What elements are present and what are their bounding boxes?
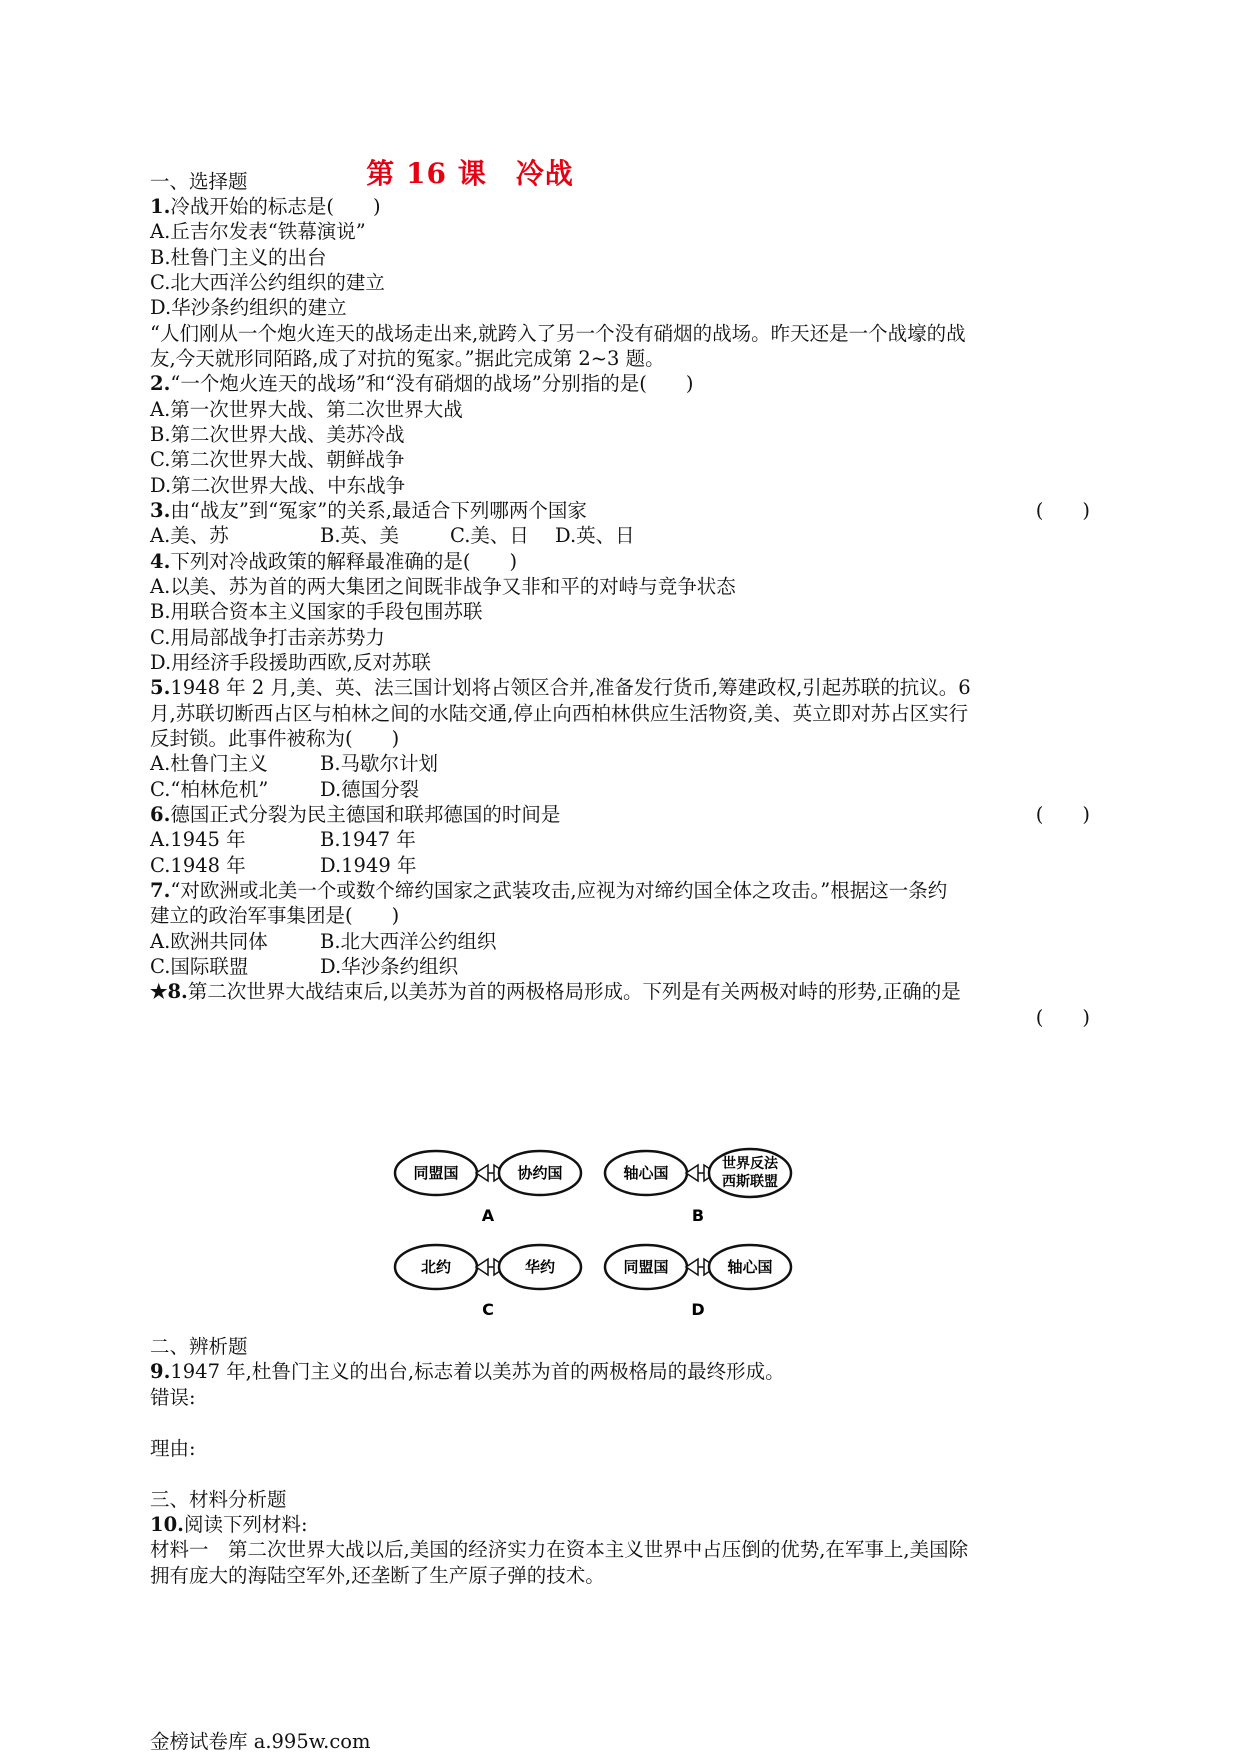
section-heading-choice: 一、选择题 [150,170,248,193]
question-4 [150,548,1090,576]
diagram-b-right-line-1: 世界反法 [722,1156,778,1172]
diagram-b-left: 轴心国 [623,1164,669,1182]
diagram-c-left: 北约 [420,1258,452,1276]
option-7b: B.北大西洋公约组织 [320,930,497,953]
answer-parentheses: ( ) [1035,499,1090,522]
material-intro-line-2: 友,今天就形同陌路,成了对抗的冤家。”据此完成第 2~3 题。 [150,347,665,370]
diagram-option-d [605,1245,791,1319]
question-number: 3. [150,499,171,522]
question-text: “一个炮火连天的战场”和“没有硝烟的战场”分别指的是( ) [170,372,694,395]
option-3a: A.美、苏 [150,524,229,547]
option-3c: C.美、日 [450,524,529,547]
option-5b: B.马歇尔计划 [320,752,439,775]
question-5-options-row-1 [150,750,1090,778]
option-6a: A.1945 年 [150,828,246,851]
option-4a: A.以美、苏为首的两大集团之间既非战争又非和平的对峙与竞争状态 [150,575,736,598]
question-9-reason-label: 理由: [150,1437,196,1460]
question-5-line-2: 月,苏联切断西占区与柏林之间的水陆交通,停止向西柏林供应生活物资,美、英立即对苏占区实行 [150,702,969,725]
diagram-option-b [605,1149,791,1225]
section-heading-analysis: 二、辨析题 [150,1335,248,1358]
bipolar-diagram [392,1145,852,1328]
question-number: 4. [150,550,171,573]
option-4d: D.用经济手段援助西欧,反对苏联 [150,651,431,674]
question-7-options-row-1 [150,928,1090,956]
question-text: 阅读下列材料: [183,1513,308,1536]
option-3b: B.英、美 [320,524,400,547]
diagram-d-label: D [691,1300,705,1319]
question-text: “对欧洲或北美一个或数个缔约国家之武装攻击,应视为对缔约国全体之攻击。”根据这一条约 [170,879,948,902]
question-6-options-row-2 [150,852,1090,880]
option-2c: C.第二次世界大战、朝鲜战争 [150,448,405,471]
diagram-b-label: B [691,1206,705,1225]
question-6 [150,801,1090,829]
option-4b: B.用联合资本主义国家的手段包围苏联 [150,600,483,623]
question-6-options-row-1 [150,826,1090,854]
question-number: 6. [150,803,171,826]
option-5c: C.“柏林危机” [150,778,269,801]
material-1-line-2: 拥有庞大的海陆空军外,还垄断了生产原子弹的技术。 [150,1564,605,1587]
diagram-a-right: 协约国 [517,1164,563,1182]
question-number: ★8. [150,980,188,1003]
option-1b: B.杜鲁门主义的出台 [150,246,327,269]
question-10 [150,1511,1090,1539]
option-6c: C.1948 年 [150,854,246,877]
option-2a: A.第一次世界大战、第二次世界大战 [150,398,463,421]
diagram-b-right-line-2: 西斯联盟 [722,1174,778,1190]
question-text: 下列对冷战政策的解释最准确的是( ) [170,550,518,573]
diagram-a-label: A [481,1206,495,1225]
option-6d: D.1949 年 [320,854,417,877]
question-number: 5. [150,676,171,699]
question-1 [150,193,1090,221]
question-number: 9. [150,1360,171,1383]
diagram-option-c [395,1245,581,1319]
question-5-options-row-2 [150,776,1090,804]
question-number: 1. [150,195,171,218]
footer-watermark: 金榜试卷库 a.995w.com [150,1730,371,1753]
option-1d: D.华沙条约组织的建立 [150,296,347,319]
question-number: 10. [150,1513,184,1536]
question-text: 冷战开始的标志是( ) [170,195,381,218]
option-5a: A.杜鲁门主义 [150,752,268,775]
question-9-error-label: 错误: [150,1386,196,1409]
option-7a: A.欧洲共同体 [150,930,268,953]
question-8 [150,978,1090,1006]
option-6b: B.1947 年 [320,828,416,851]
question-5-line-1 [150,674,1090,702]
diagram-c-label: C [482,1300,494,1319]
diagram-c-right: 华约 [524,1258,556,1276]
option-1a: A.丘吉尔发表“铁幕演说” [150,220,366,243]
question-5-line-3: 反封锁。此事件被称为( ) [150,727,400,750]
option-3d: D.英、日 [555,524,635,547]
diagram-option-a [395,1151,581,1225]
diagram-d-right: 轴心国 [727,1258,773,1276]
answer-parentheses: ( ) [1035,803,1090,826]
question-7-options-row-2 [150,953,1090,981]
answer-parentheses: ( ) [1035,1006,1090,1029]
question-3-options [150,522,1090,550]
question-9 [150,1358,1090,1386]
option-2b: B.第二次世界大战、美苏冷战 [150,423,405,446]
diagram-d-left: 同盟国 [623,1258,669,1276]
page-title: 第 16 课 冷战 [366,157,574,190]
option-2d: D.第二次世界大战、中东战争 [150,474,406,497]
question-text: 1948 年 2 月,美、英、法三国计划将占领区合并,准备发行货币,筹建政权,引起苏联的抗议。6 [170,676,971,699]
question-7-line-2: 建立的政治军事集团是( ) [150,904,400,927]
question-text: 第二次世界大战结束后,以美苏为首的两极格局形成。下列是有关两极对峙的形势,正确的是 [187,980,961,1003]
section-heading-material: 三、材料分析题 [150,1488,287,1511]
question-text: 德国正式分裂为民主德国和联邦德国的时间是 [170,803,561,826]
question-2 [150,370,1090,398]
option-4c: C.用局部战争打击亲苏势力 [150,626,385,649]
material-intro-line-1: “人们刚从一个炮火连天的战场走出来,就跨入了另一个没有硝烟的战场。昨天还是一个战壕的战 [150,322,966,345]
option-7d: D.华沙条约组织 [320,955,459,978]
option-7c: C.国际联盟 [150,955,249,978]
diagram-a-left: 同盟国 [413,1164,459,1182]
question-number: 7. [150,879,171,902]
option-5d: D.德国分裂 [320,778,420,801]
option-1c: C.北大西洋公约组织的建立 [150,271,385,294]
question-text: 1947 年,杜鲁门主义的出台,标志着以美苏为首的两极格局的最终形成。 [170,1360,785,1383]
material-1-line-1: 材料一 第二次世界大战以后,美国的经济实力在资本主义世界中占压倒的优势,在军事上,美国除 [150,1538,969,1561]
question-7-line-1 [150,877,1090,905]
question-text: 由“战友”到“冤家”的关系,最适合下列哪两个国家 [170,499,587,522]
question-3 [150,497,1090,525]
question-number: 2. [150,372,171,395]
